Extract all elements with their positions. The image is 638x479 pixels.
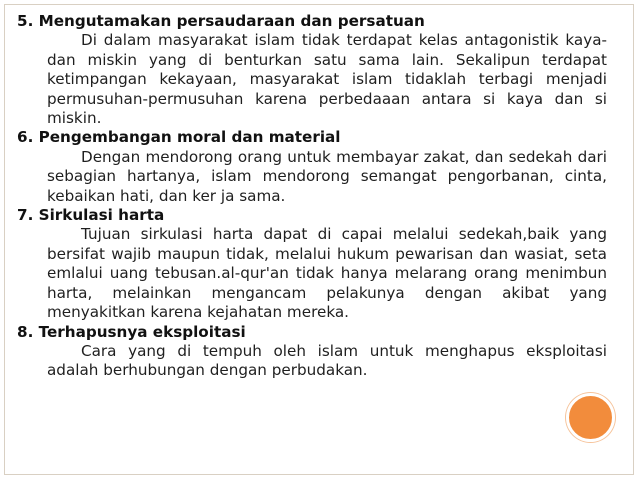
section-body-6: Dengan mendorong orang untuk membayar zakat, dan sedekah dari sebagian hartanya, islam mendorong semangat pengorbanan, cinta, kebaikan hati, dan ker ja sama. (47, 147, 607, 205)
slide-content (17, 12, 607, 381)
section-body-5: Di dalam masyarakat islam tidak terdapat kelas antagonistik kaya-dan miskin yang di benturkan satu sama lain. Sekalipun terdapat ketimpangan kekayaan, masyarakat islam tidaklah terbagi menjadi permusuhan-permusuhan karena perbedaaan antara si kaya dan si miskin. (47, 31, 607, 128)
section-heading-6: 6. Pengembangan moral dan material (17, 128, 341, 147)
section-heading-8: 8. Terhapusnya eksploitasi (17, 322, 246, 341)
section-body-8: Cara yang di tempuh oleh islam untuk menghapus eksploitasi adalah berhubungan dengan perbudakan. (47, 341, 607, 380)
section-body-7: Tujuan sirkulasi harta dapat di capai melalui sedekah,baik yang bersifat wajib maupun tidak, melalui hukum pewarisan dan wasiat, seta emlalui uang tebusan.al-qur'an tidak hanya melarang orang menimbun harta, melainkan mengancam pelakunya dengan akibat yang menyakitkan karena kejahatan mereka. (47, 225, 607, 322)
section-heading-5: 5. Mengutamakan persaudaraan dan persatuan (17, 12, 425, 30)
section-heading-7: 7. Sirkulasi harta (17, 206, 165, 225)
orange-accent-circle (566, 393, 615, 442)
